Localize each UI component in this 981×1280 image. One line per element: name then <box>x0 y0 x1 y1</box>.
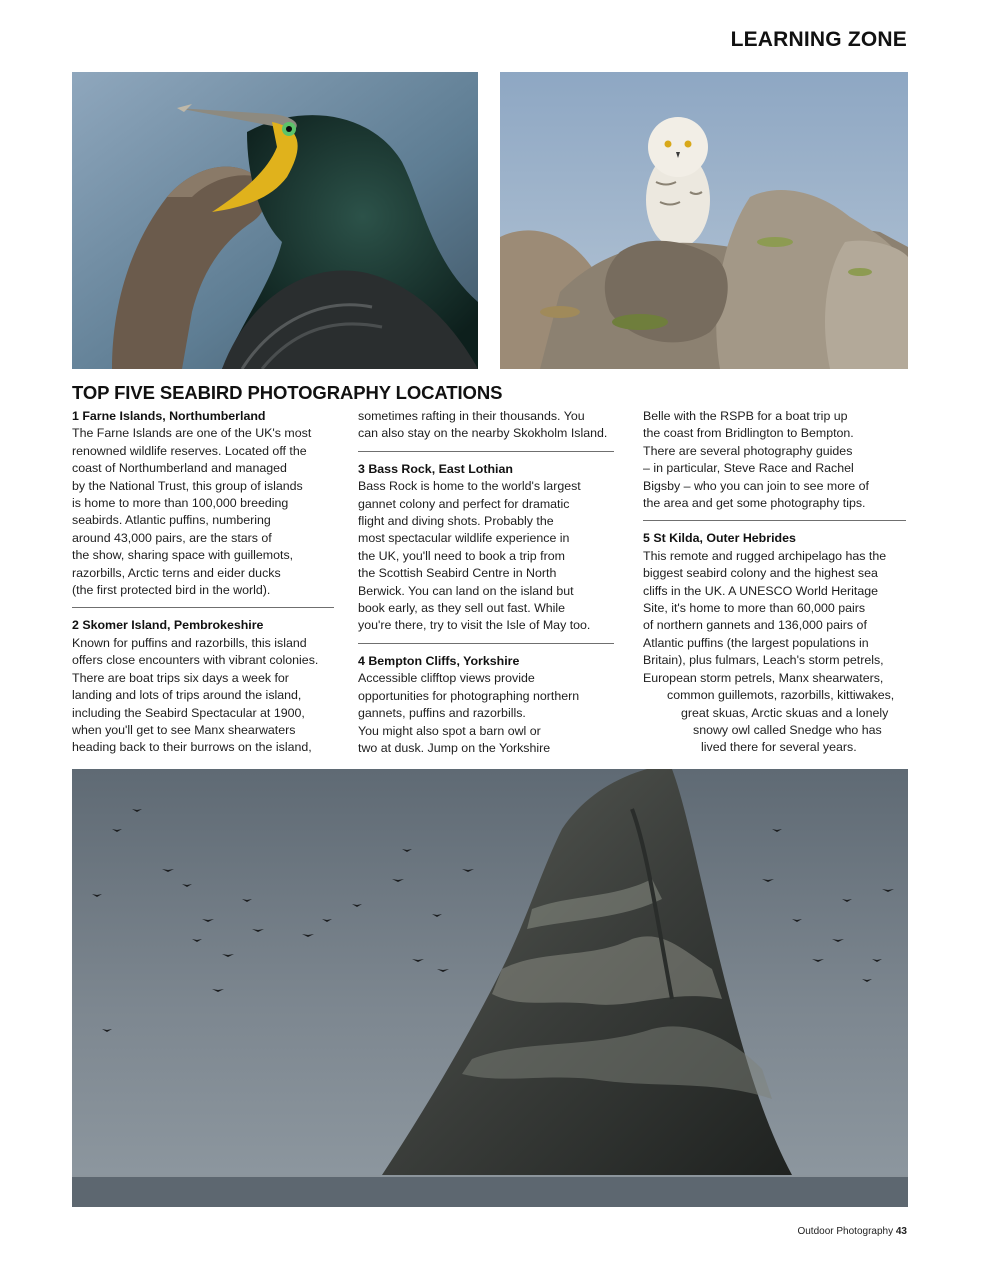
location-3-body: Bass Rock is home to the world's largest gannet colony and perfect for dramatic flight and diving shots. Probably the most spectacular wildlife experience in the UK, you'll need to book a trip from the Scottish Seabird Centre in North Berwick. You can land on the island but book early, as they sell out fast. While you're there, try to visit the Isle of May too. <box>358 479 591 633</box>
location-2-body: Known for puffins and razorbills, this island offers close encounters with vibrant colonies. There are boat trips six days a week for landing and lots of trips around the island, including the Seabird Spectacular at 1900, when you'll get to see Manx shearwaters heading back to their burrows on the island, <box>72 635 319 755</box>
location-4-body-continued: Belle with the RSPB for a boat trip up the coast from Bridlington to Bempton. There are several photography guides – in particular, Steve Race and Rachel Bigsby – who you can join to see more of the area and get some photography tips. <box>643 409 869 511</box>
divider <box>72 607 334 608</box>
divider <box>643 520 906 521</box>
article-headline: TOP FIVE SEABIRD PHOTOGRAPHY LOCATIONS <box>72 382 503 403</box>
location-2-title: 2 Skomer Island, Pembrokeshire <box>72 618 264 633</box>
section-header: LEARNING ZONE <box>730 28 907 51</box>
text-column-1 <box>72 408 334 757</box>
location-5-title: 5 St Kilda, Outer Hebrides <box>643 531 796 546</box>
location-1-title: 1 Farne Islands, Northumberland <box>72 409 266 423</box>
location-4-title: 4 Bempton Cliffs, Yorkshire <box>358 653 520 668</box>
location-3-title: 3 Bass Rock, East Lothian <box>358 461 513 476</box>
location-2-body-continued: sometimes rafting in their thousands. You can also stay on the nearby Skokholm Island. <box>358 409 608 441</box>
publication-name: Outdoor Photography <box>797 1226 894 1237</box>
snowy-owl-photo <box>500 72 908 369</box>
divider <box>358 643 614 644</box>
location-1-body: The Farne Islands are one of the UK's most renowned wildlife reserves. Located off the coast of Northumberland and managed by the National Trust, this group of islands is home to more than 100,000 breeding seabirds. Atlantic puffins, numbering around 43,000 pairs, are the stars of the show, sharing space with guillemots, razorbills, Arctic terns and eider ducks (the first protected bird in the world). <box>72 426 312 598</box>
page-number: 43 <box>895 1226 907 1237</box>
shag-photo <box>72 72 478 369</box>
page-footer <box>797 1226 907 1237</box>
sea-stac-photo <box>72 769 908 1207</box>
text-column-2 <box>358 408 614 757</box>
divider <box>358 451 614 452</box>
location-5-body: This remote and rugged archipelago has the biggest seabird colony and the highest sea cliffs in the UK. A UNESCO World Heritage Site, it's home to more than 60,000 pairs of northern gannets and 136,000 pairs of Atlantic puffins (the largest populations in Britain), plus fulmars, Leach's storm petrels, European storm petrels, Manx shearwaters, common guillemots, razorbills, kittiwakes, great skuas, Arctic skuas and a lonely snowy owl called Snedge who has lived there for several years. <box>643 548 895 755</box>
text-column-3 <box>643 408 906 757</box>
location-4-body: Accessible clifftop views provide opportunities for photographing northern gannets, puffins and razorbills. You might also spot a barn owl or two at dusk. Jump on the Yorkshire <box>358 671 580 755</box>
